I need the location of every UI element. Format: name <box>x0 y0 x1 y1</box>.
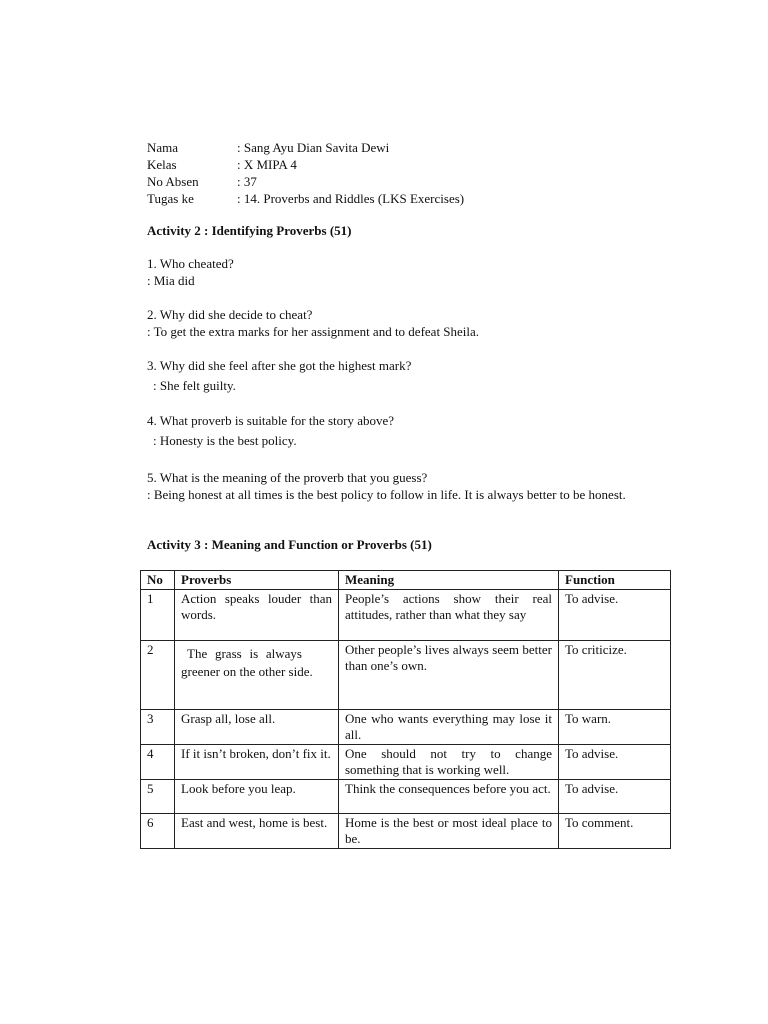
cell-proverb: Grasp all, lose all. <box>175 710 339 745</box>
table-header-row <box>141 571 671 590</box>
info-row-kelas <box>147 156 464 173</box>
info-row-nama <box>147 139 464 156</box>
answer-text: : Honesty is the best policy. <box>153 433 297 448</box>
question-2 <box>147 306 662 340</box>
info-value: : X MIPA 4 <box>237 157 297 172</box>
cell-meaning: Home is the best or most ideal place to be. <box>339 814 559 849</box>
question-text: 2. Why did she decide to cheat? <box>147 307 313 322</box>
info-value: : 37 <box>237 174 257 189</box>
question-5 <box>147 469 662 503</box>
table-row <box>141 641 671 710</box>
cell-function: To warn. <box>559 710 671 745</box>
cell-proverb <box>175 641 339 710</box>
cell-meaning: One who wants everything may lose it all. <box>339 710 559 745</box>
cell-proverb: Look before you leap. <box>175 780 339 814</box>
cell-proverb: East and west, home is best. <box>175 814 339 849</box>
cell-function: To advise. <box>559 780 671 814</box>
cell-proverb: If it isn’t broken, don’t fix it. <box>175 745 339 780</box>
table-row <box>141 814 671 849</box>
info-row-no-absen <box>147 173 464 190</box>
cell-meaning: Think the consequences before you act. <box>339 780 559 814</box>
cell-no: 4 <box>141 745 175 780</box>
proverbs-table <box>140 570 671 849</box>
cell-no: 6 <box>141 814 175 849</box>
cell-meaning: One should not try to change something that is working well. <box>339 745 559 780</box>
cell-function: To comment. <box>559 814 671 849</box>
activity2-heading: Activity 2 : Identifying Proverbs (51) <box>147 223 352 238</box>
question-text: 1. Who cheated? <box>147 256 234 271</box>
cell-no: 2 <box>141 641 175 710</box>
table-row <box>141 745 671 780</box>
table-row <box>141 710 671 745</box>
cell-meaning: People’s actions show their real attitudes, rather than what they say <box>339 590 559 641</box>
question-4 <box>147 412 662 449</box>
student-info <box>147 139 464 207</box>
info-value: : Sang Ayu Dian Savita Dewi <box>237 140 390 155</box>
table-row <box>141 780 671 814</box>
proverb-line-a: The grass is always <box>187 646 302 661</box>
info-label: No Absen <box>147 174 199 189</box>
question-text: 4. What proverb is suitable for the story above? <box>147 413 395 428</box>
cell-proverb: Action speaks louder than words. <box>175 590 339 641</box>
header-proverbs: Proverbs <box>175 571 339 590</box>
info-row-tugas <box>147 190 464 207</box>
cell-function: To advise. <box>559 590 671 641</box>
question-1 <box>147 255 662 289</box>
proverb-line-b: greener on the other side. <box>181 664 313 679</box>
info-label: Nama <box>147 140 179 155</box>
answer-text: : Mia did <box>147 273 195 288</box>
header-meaning: Meaning <box>339 571 559 590</box>
info-label: Tugas ke <box>147 191 194 206</box>
answer-text: : To get the extra marks for her assignment and to defeat Sheila. <box>147 324 480 339</box>
info-label: Kelas <box>147 157 177 172</box>
question-text: 5. What is the meaning of the proverb that you guess? <box>147 470 428 485</box>
info-value: : 14. Proverbs and Riddles (LKS Exercises) <box>237 191 465 206</box>
activity3-heading: Activity 3 : Meaning and Function or Proverbs (51) <box>147 537 432 552</box>
cell-no: 3 <box>141 710 175 745</box>
cell-function: To advise. <box>559 745 671 780</box>
answer-text: : Being honest at all times is the best policy to follow in life. It is always better to be honest. <box>147 487 626 502</box>
header-no: No <box>141 571 175 590</box>
table-row <box>141 590 671 641</box>
cell-no: 5 <box>141 780 175 814</box>
question-text: 3. Why did she feel after she got the highest mark? <box>147 358 412 373</box>
cell-meaning: Other people’s lives always seem better than one’s own. <box>339 641 559 710</box>
cell-no: 1 <box>141 590 175 641</box>
cell-function: To criticize. <box>559 641 671 710</box>
header-function: Function <box>559 571 671 590</box>
answer-text: : She felt guilty. <box>153 378 236 393</box>
question-3 <box>147 357 662 394</box>
